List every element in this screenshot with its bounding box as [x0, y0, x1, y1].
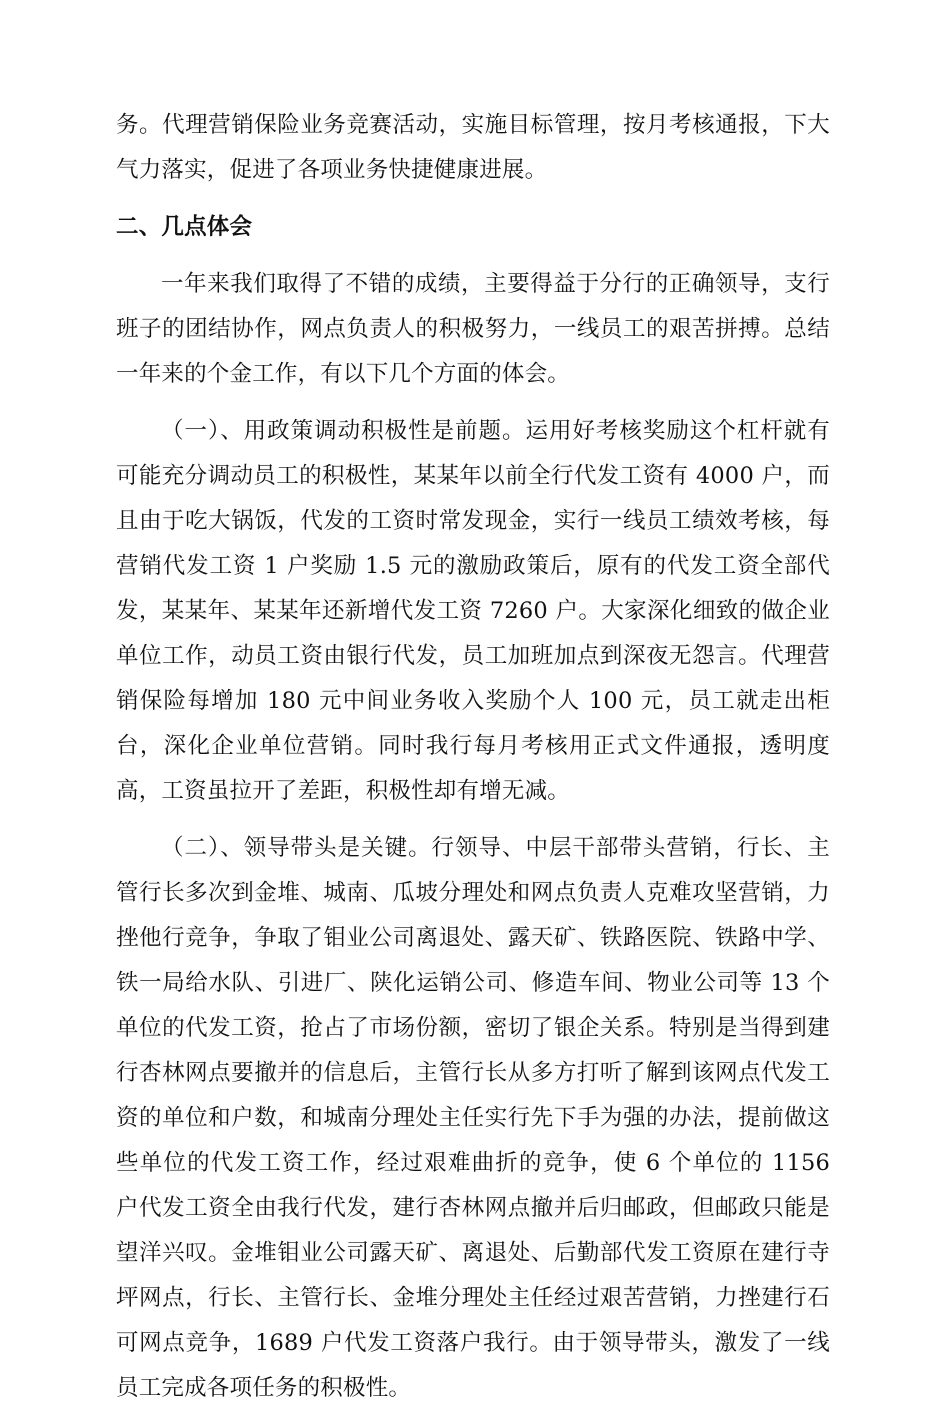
paragraph-leadership: （二）、领导带头是关键。行领导、中层干部带头营销，行长、主管行长多次到金堆、城南、瓜坡分理处和网点负责人克难攻坚营销，力挫他行竞争，争取了钼业公司离退处、露天矿、铁路医院、铁路中学、铁一局给水队、引进厂、陕化运销公司、修造车间、物业公司等 13 个单位的代发工资，抢占了市场份额，密切了银企关系。特别是当得到建行杏林网点要撤并的信息后，主管行长从多方打听了解到该网点代发工资的单位和户数，和城南分理处主任实行先下手为强的办法，提前做这些单位的代发工资工作，经过艰难曲折的竞争，使 6 个单位的 1156 户代发工资全由我行代发，建行杏林网点撤并后归邮政，但邮政只能是望洋兴叹。金堆钼业公司露天矿、离退处、后勤部代发工资原在建行寺坪网点，行长、主管行长、金堆分理处主任经过艰苦营销，力挫建行石可网点竞争，1689 户代发工资落户我行。由于领导带头，激发了一线员工完成各项任务的积极性。: [116, 835, 830, 1401]
continuation-paragraph: 务。代理营销保险业务竞赛活动，实施目标管理，按月考核通报，下大气力落实，促进了各项业务快捷健康进展。: [116, 112, 830, 183]
paragraph-summary: 一年来我们取得了不错的成绩，主要得益于分行的正确领导，支行班子的团结协作，网点负责人的积极努力，一线员工的艰苦拼搏。总结一年来的个金工作，有以下几个方面的体会。: [116, 271, 830, 387]
paragraph-policy-incentive: （一）、用政策调动积极性是前题。运用好考核奖励这个杠杆就有可能充分调动员工的积极性，某某年以前全行代发工资有 4000 户，而且由于吃大锅饭，代发的工资时常发现金，实行一线员工绩效考核，每营销代发工资 1 户奖励 1.5 元的激励政策后，原有的代发工资全部代发，某某年、某某年还新增代发工资 7260 户。大家深化细致的做企业单位工作，动员工资由银行代发，员工加班加点到深夜无怨言。代理营销保险每增加 180 元中间业务收入奖励个人 100 元，员工就走出柜台，深化企业单位营销。同时我行每月考核用正式文件通报，透明度高，工资虽拉开了差距，积极性却有增无减。: [116, 418, 830, 804]
document-body: [116, 103, 830, 1423]
section-heading: 二、几点体会: [116, 214, 253, 240]
